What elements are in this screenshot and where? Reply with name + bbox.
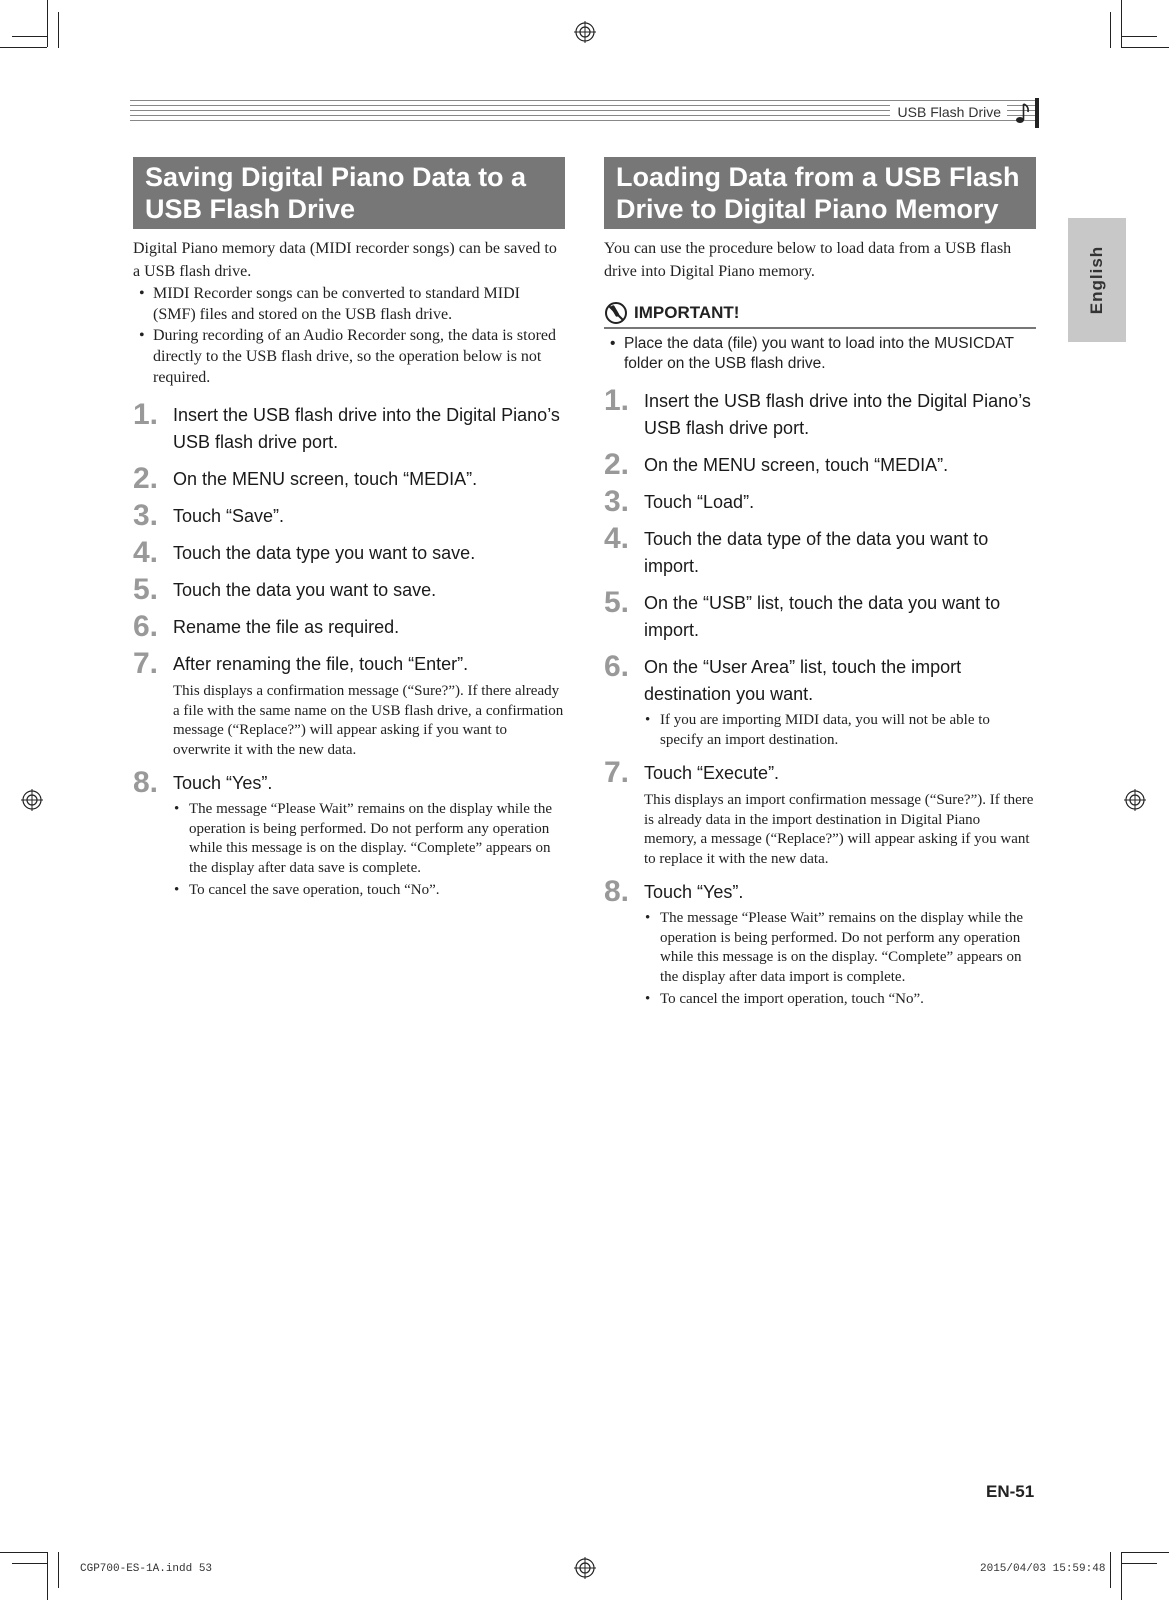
list-item: • If you are importing MIDI data, you will not be able to specify an import destination. [644, 711, 1036, 750]
step-note: This displays an import confirmation message (“Sure?”). If there is already data in the import destination in Digital Piano memory, a message (“Replace?”) will appear asking if you want to replace it with the new data. [644, 792, 1034, 867]
step: 7. Touch “Execute”. This displays an import confirmation message (“Sure?”). If there is already data in the import destination in Digital Piano memory, a message (“Replace?”) will appear asking if you want to replace it with the new data. [604, 760, 1036, 869]
list-item: • To cancel the import operation, touch “No”. [644, 990, 1036, 1010]
crop-mark [1121, 1552, 1122, 1600]
crop-mark [58, 1552, 59, 1588]
slug-datetime: 2015/04/03 15:59:48 [980, 1563, 1106, 1575]
step: 4. Touch the data type of the data you want to import. [604, 522, 989, 576]
step: 7. After renaming the file, touch “Enter”. This displays a confirmation message (“Sure?”). If there already a file with the same name on the USB flash drive, a confirmation message (“Replace?”) will appear asking if you want to overwrite it with the new data. [133, 651, 565, 760]
step: 5. Touch the data you want to save. [133, 573, 437, 606]
important-header [604, 301, 1036, 329]
page-number: EN-51 [986, 1482, 1035, 1501]
step: 1. Insert the USB flash drive into the Digital Piano’s USB flash drive port. [133, 398, 560, 452]
registration-mark-icon [574, 1557, 596, 1579]
registration-mark-icon [574, 21, 596, 43]
step: 8. Touch “Yes”. • The message “Please Wait” remains on the display while the operation is being performed. Do not perform any operation while this message is on the display. “Complete” appears on the display after data save is complete. • To cancel the save operation, touch “No”. [133, 770, 565, 901]
step: 4. Touch the data type you want to save. [133, 536, 476, 569]
crop-mark [1110, 1552, 1111, 1588]
crop-mark [1110, 12, 1111, 48]
crop-mark [1121, 1552, 1169, 1553]
step: 6. Rename the file as required. [133, 610, 400, 643]
step: 3. Touch “Save”. [133, 499, 285, 532]
important-label: IMPORTANT! [634, 303, 740, 322]
crop-mark [12, 1563, 48, 1564]
step: 3. Touch “Load”. [604, 485, 755, 518]
crop-mark [47, 0, 48, 47]
step-note: This displays a confirmation message (“Sure?”). If there already a file with the same name on the USB flash drive, a confirmation message (“Replace?”) will appear asking if you want to overwrite it with the new data. [173, 683, 564, 758]
crop-mark [47, 1552, 48, 1600]
list-item: • To cancel the save operation, touch “No”. [173, 881, 565, 901]
crop-mark [1121, 36, 1157, 37]
crop-mark [0, 1552, 47, 1553]
step: 1. Insert the USB flash drive into the Digital Piano’s USB flash drive port. [604, 384, 1031, 438]
crop-mark [12, 36, 48, 37]
language-tab: English [1068, 218, 1126, 342]
list-item: • Place the data (file) you want to load into the MUSICDAT folder on the USB flash drive. [604, 334, 1036, 374]
step: 2. On the MENU screen, touch “MEDIA”. [133, 462, 478, 495]
step: 8. Touch “Yes”. • The message “Please Wait” remains on the display while the operation is being performed. Do not perform any operation while this message is on the display. “Complete” appears on the display after data import is complete. • To cancel the import operation, touch “No”. [604, 879, 1036, 1010]
section-title: Loading Data from a USB Flash Drive to Digital Piano Memory [604, 157, 1036, 229]
important-icon [604, 301, 628, 325]
slug-file: CGP700-ES-1A.indd 53 [80, 1563, 213, 1575]
step: 6. On the “User Area” list, touch the import destination you want. • If you are importing MIDI data, you will not be able to specify an import destination. [604, 654, 1036, 750]
list-item: • During recording of an Audio Recorder song, the data is stored directly to the USB flash drive, so the operation below is not required. [133, 325, 565, 388]
right-column [604, 157, 1036, 1010]
step: 2. On the MENU screen, touch “MEDIA”. [604, 448, 949, 481]
crop-mark [1121, 1563, 1157, 1564]
section-title: Saving Digital Piano Data to a USB Flash Drive [133, 157, 565, 229]
list-item: • The message “Please Wait” remains on the display while the operation is being performed. Do not perform any operation while this message is on the display. “Complete” appears on the display after data import is complete. [644, 909, 1036, 987]
music-note-icon [1014, 102, 1032, 124]
list-item: • MIDI Recorder songs can be converted to standard MIDI (SMF) files and stored on the USB flash drive. [133, 283, 565, 325]
step: 5. On the “USB” list, touch the data you want to import. [604, 586, 1001, 640]
header-section-title: USB Flash Drive [890, 104, 1007, 120]
registration-mark-icon [1124, 789, 1146, 811]
left-column [133, 157, 565, 901]
header-bar [1035, 98, 1039, 128]
crop-mark [1121, 47, 1169, 48]
list-item: • The message “Please Wait” remains on the display while the operation is being performed. Do not perform any operation while this message is on the display. “Complete” appears on the display after data save is complete. [173, 800, 565, 878]
intro-text: You can use the procedure below to load data from a USB flash drive into Digital Piano memory. [604, 240, 1012, 280]
registration-mark-icon [21, 789, 43, 811]
crop-mark [0, 47, 47, 48]
intro-text: Digital Piano memory data (MIDI recorder songs) can be saved to a USB flash drive. [133, 240, 557, 280]
crop-mark [58, 12, 59, 48]
crop-mark [1121, 0, 1122, 47]
